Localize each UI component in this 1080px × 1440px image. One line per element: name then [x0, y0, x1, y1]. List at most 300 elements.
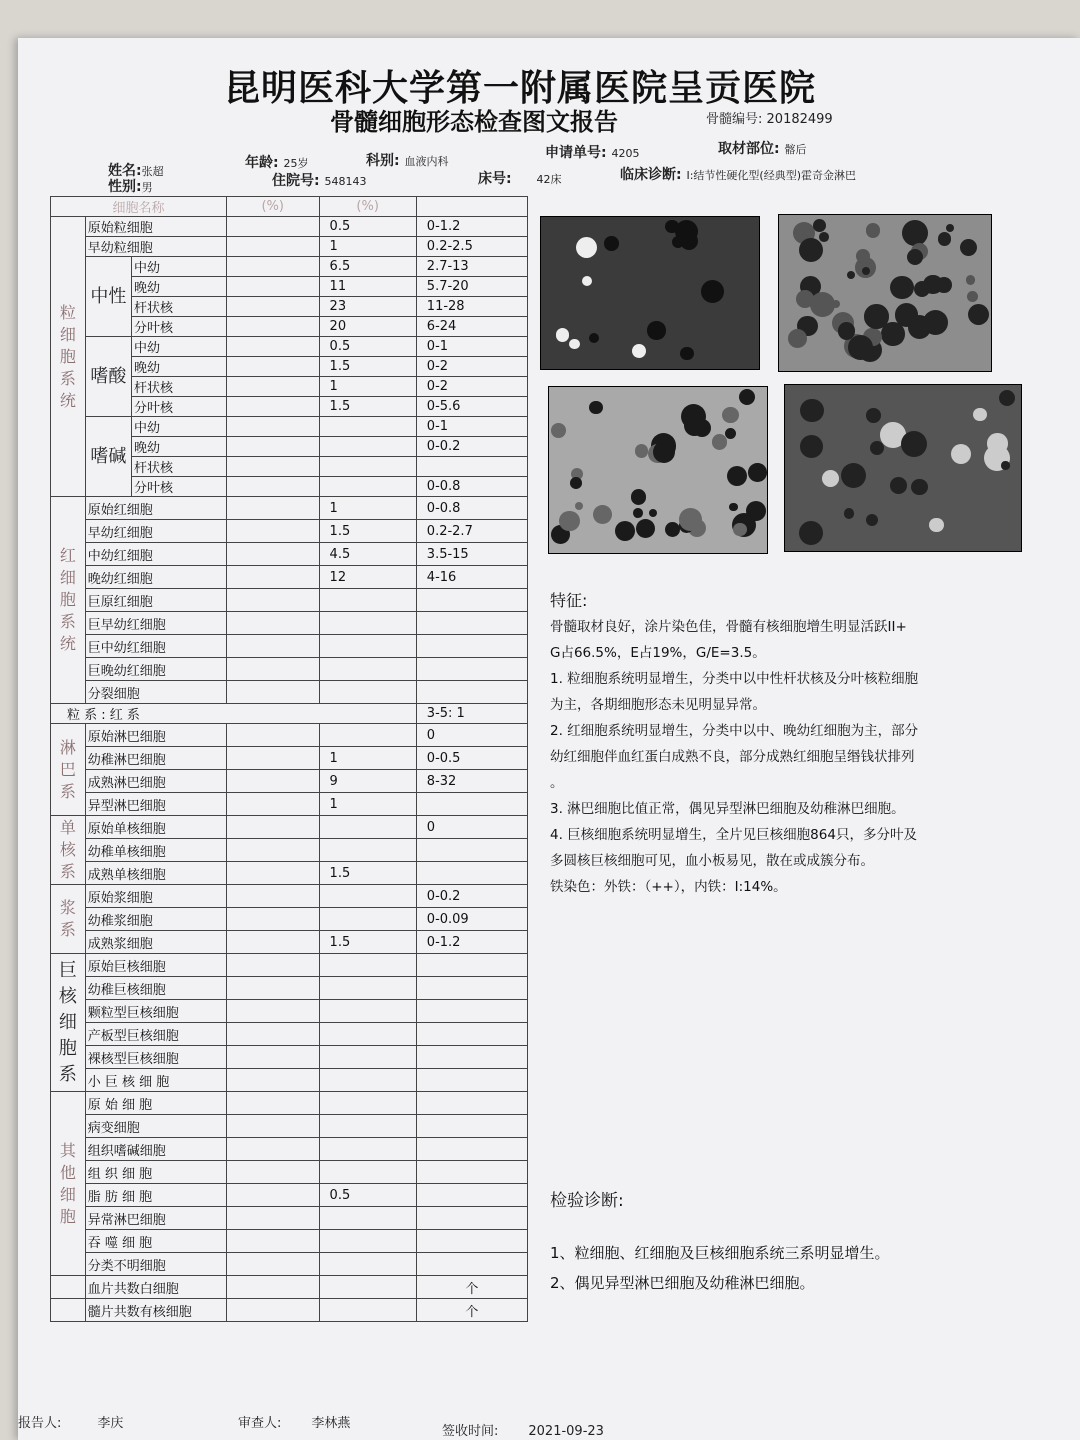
reference-range: 0-5.6 — [416, 397, 527, 417]
table-row — [51, 237, 528, 257]
marrow-value: 6.5 — [319, 257, 416, 277]
table-row — [51, 793, 528, 816]
hospital-name: 昆明医科大学第一附属医院呈贡医院 — [223, 67, 816, 109]
blood-value — [226, 1276, 319, 1299]
cell-dot — [576, 237, 597, 258]
feature-line: 幼红细胞伴血红蛋白成熟不良，部分成熟红细胞呈缗钱状排列 — [550, 749, 915, 765]
cell-dot — [946, 224, 954, 232]
reference-range — [416, 457, 527, 477]
feature-line: 铁染色：外铁：（++），内铁：I:14%。 — [550, 879, 787, 895]
reference-range: 3.5-15 — [416, 543, 527, 566]
table-row — [51, 1092, 528, 1115]
marrow-value — [319, 589, 416, 612]
reference-range — [416, 977, 527, 1000]
cell-dot — [729, 503, 738, 512]
cell-dot — [635, 444, 649, 458]
feature-line: 骨髓取材良好，涂片染色佳，骨髓有核细胞增生明显活跃II+ — [550, 619, 907, 635]
marrow-value — [319, 1046, 416, 1069]
marrow-value — [319, 457, 416, 477]
blood-value — [226, 1138, 319, 1161]
header-cell-name: 细胞名称 — [51, 197, 227, 217]
table-row — [51, 931, 528, 954]
reference-range — [416, 862, 527, 885]
cell-dot — [799, 521, 823, 545]
group-label: 粒细胞系统 — [51, 217, 86, 497]
table-row — [51, 681, 528, 704]
marrow-value — [319, 1000, 416, 1023]
marrow-value — [319, 1276, 416, 1299]
blood-value — [226, 862, 319, 885]
marrow-value: 1.5 — [319, 520, 416, 543]
table-row — [51, 908, 528, 931]
reference-range — [416, 658, 527, 681]
cell-name: 晚幼红细胞 — [85, 566, 226, 589]
table-row — [51, 1230, 528, 1253]
blood-value — [226, 1092, 319, 1115]
cell-name: 原始单核细胞 — [85, 816, 226, 839]
blood-value — [226, 337, 319, 357]
features-title: 特征: — [550, 591, 588, 610]
marrow-value: 1 — [319, 747, 416, 770]
cell-dot — [929, 518, 944, 533]
blank-cell — [51, 1276, 86, 1299]
marrow-value — [319, 658, 416, 681]
reference-range — [416, 635, 527, 658]
blood-value — [226, 681, 319, 704]
blood-value — [226, 954, 319, 977]
cell-name: 原始巨核细胞 — [85, 954, 226, 977]
cell-dot — [788, 329, 807, 348]
marrow-value: 1 — [319, 237, 416, 257]
feature-line: 2. 红细胞系统明显增生，分类中以中、晚幼红细胞为主，部分 — [550, 723, 919, 739]
marrow-value — [319, 1230, 416, 1253]
diagnosis-line: 1、粒细胞、红细胞及巨核细胞系统三系明显增生。 — [550, 1244, 890, 1262]
cell-name: 组 织 细 胞 — [85, 1161, 226, 1184]
cell-dot — [800, 399, 824, 423]
feature-line: 1. 粒细胞系统明显增生，分类中以中性杆状核及分叶核粒细胞 — [550, 671, 919, 687]
cell-dot — [902, 220, 928, 246]
blood-value — [226, 437, 319, 457]
cell-dot — [551, 423, 566, 438]
sign-time-field: 签收时间: 2021-09-23 — [442, 1424, 604, 1439]
reference-range: 0-0.2 — [416, 437, 527, 457]
cell-dot — [665, 220, 678, 233]
cell-dot — [633, 508, 643, 518]
cell-dot — [733, 523, 746, 536]
cell-dot — [890, 276, 913, 299]
marrow-value — [319, 477, 416, 497]
reference-range: 6-24 — [416, 317, 527, 337]
reference-range: 0 — [416, 816, 527, 839]
blood-value — [226, 724, 319, 747]
reference-range — [416, 1023, 527, 1046]
group-label: 其他细胞 — [51, 1092, 86, 1276]
marrow-value — [319, 908, 416, 931]
reference-range — [416, 589, 527, 612]
blood-value — [226, 1299, 319, 1322]
count-label: 血片共数白细胞 — [85, 1276, 226, 1299]
reference-range: 4-16 — [416, 566, 527, 589]
table-row — [51, 1253, 528, 1276]
micrograph-3 — [548, 386, 768, 554]
table-row — [51, 1184, 528, 1207]
feature-line: 4. 巨核细胞系统明显增生，全片见巨核细胞864只，多分叶及 — [550, 827, 917, 843]
cell-name: 分叶核 — [132, 397, 227, 417]
reference-range — [416, 1184, 527, 1207]
cell-dot — [911, 479, 928, 496]
group-label: 单核系 — [51, 816, 86, 885]
cell-name: 幼稚淋巴细胞 — [85, 747, 226, 770]
blood-value — [226, 793, 319, 816]
cell-dot — [615, 521, 635, 541]
blood-value — [226, 747, 319, 770]
cell-name: 小 巨 核 细 胞 — [85, 1069, 226, 1092]
cell-dot — [901, 431, 927, 457]
reference-range: 0.2-2.7 — [416, 520, 527, 543]
reference-range — [416, 1207, 527, 1230]
marrow-value — [319, 1115, 416, 1138]
reference-range: 0-0.5 — [416, 747, 527, 770]
blood-value — [226, 977, 319, 1000]
header-cell-blood: (%) — [226, 197, 319, 217]
table-row — [51, 1138, 528, 1161]
table-row — [51, 816, 528, 839]
subgroup-label: 嗜酸 — [85, 337, 131, 417]
marrow-value: 1.5 — [319, 357, 416, 377]
report-title: 骨髓细胞形态检查图文报告 — [330, 107, 618, 136]
table-row — [51, 1276, 528, 1299]
table-row — [51, 1161, 528, 1184]
reviewer-field: 审查人: 李林燕 — [238, 1416, 351, 1431]
marrow-value: 1.5 — [319, 931, 416, 954]
reference-range — [416, 1161, 527, 1184]
cell-name: 幼稚巨核细胞 — [85, 977, 226, 1000]
cell-name: 晚幼 — [132, 437, 227, 457]
reference-range — [416, 1092, 527, 1115]
cell-dot — [647, 321, 665, 339]
reference-range — [416, 1253, 527, 1276]
marrow-value — [319, 816, 416, 839]
cell-dot — [890, 477, 907, 494]
blood-value — [226, 357, 319, 377]
cell-dot — [866, 408, 881, 423]
marrow-value: 1 — [319, 497, 416, 520]
reference-range: 2.7-13 — [416, 257, 527, 277]
blood-value — [226, 317, 319, 337]
table-row — [51, 724, 528, 747]
marrow-value: 1 — [319, 793, 416, 816]
marrow-value: 9 — [319, 770, 416, 793]
cell-dot — [556, 328, 569, 341]
blood-value — [226, 1207, 319, 1230]
blood-value — [226, 658, 319, 681]
table-row — [51, 197, 528, 217]
cell-dot — [968, 304, 989, 325]
cell-name: 病变细胞 — [85, 1115, 226, 1138]
cell-name: 分叶核 — [132, 317, 227, 337]
cell-name: 原 始 细 胞 — [85, 1092, 226, 1115]
blood-value — [226, 217, 319, 237]
cell-dot — [841, 463, 866, 488]
cell-dot — [636, 519, 655, 538]
cell-dot — [559, 511, 579, 531]
group-label: 淋巴系 — [51, 724, 86, 816]
count-label: 髓片共数有核细胞 — [85, 1299, 226, 1322]
cell-name: 中幼 — [132, 257, 227, 277]
blood-value — [226, 908, 319, 931]
reference-range: 0-1 — [416, 417, 527, 437]
cell-name: 幼稚浆细胞 — [85, 908, 226, 931]
diagnosis-text — [550, 1238, 1000, 1298]
reference-range — [416, 612, 527, 635]
reference-range — [416, 1230, 527, 1253]
cell-dot — [973, 408, 986, 421]
cell-name: 原始红细胞 — [85, 497, 226, 520]
blood-value — [226, 1184, 319, 1207]
blood-value — [226, 566, 319, 589]
reference-range: 0-2 — [416, 377, 527, 397]
reference-range — [416, 954, 527, 977]
reference-range — [416, 1115, 527, 1138]
table-row — [51, 1000, 528, 1023]
age-field: 年龄: 25岁 — [245, 155, 309, 171]
marrow-value: 23 — [319, 297, 416, 317]
cell-dot — [593, 505, 612, 524]
name-field: 姓名:张超 — [108, 163, 164, 179]
marrow-value — [319, 1253, 416, 1276]
blood-value — [226, 277, 319, 297]
reference-range: 8-32 — [416, 770, 527, 793]
marrow-value — [319, 839, 416, 862]
cell-name: 成熟浆细胞 — [85, 931, 226, 954]
cell-dot — [866, 223, 880, 237]
table-row — [51, 520, 528, 543]
cell-name: 晚幼 — [132, 277, 227, 297]
table-row — [51, 704, 528, 724]
table-row — [51, 885, 528, 908]
marrow-value — [319, 1069, 416, 1092]
cell-dot — [908, 315, 931, 338]
marrow-value — [319, 885, 416, 908]
reference-range: 0-1 — [416, 337, 527, 357]
table-row — [51, 658, 528, 681]
group-label: 巨核细胞系 — [51, 954, 86, 1092]
blood-value — [226, 257, 319, 277]
marrow-value — [319, 1023, 416, 1046]
blood-value — [226, 1000, 319, 1023]
reference-range — [416, 1000, 527, 1023]
marrow-value — [319, 681, 416, 704]
cell-name: 颗粒型巨核细胞 — [85, 1000, 226, 1023]
cell-dot — [631, 489, 646, 504]
cell-dot — [866, 514, 878, 526]
micrograph-4 — [784, 384, 1022, 552]
cell-dot — [938, 232, 952, 246]
cell-dot — [748, 463, 767, 482]
cell-name: 幼稚单核细胞 — [85, 839, 226, 862]
reference-range: 11-28 — [416, 297, 527, 317]
cell-dot — [679, 508, 702, 531]
cell-name: 巨原红细胞 — [85, 589, 226, 612]
blood-value — [226, 1023, 319, 1046]
cell-name: 脂 肪 细 胞 — [85, 1184, 226, 1207]
count-unit: 个 — [416, 1299, 527, 1322]
blood-value — [226, 816, 319, 839]
cell-name: 晚幼 — [132, 357, 227, 377]
blood-value — [226, 1115, 319, 1138]
reference-range — [416, 1046, 527, 1069]
table-row — [51, 635, 528, 658]
cell-name: 原始淋巴细胞 — [85, 724, 226, 747]
table-row — [51, 747, 528, 770]
cell-dot — [966, 275, 975, 284]
blood-value — [226, 839, 319, 862]
micrograph-1 — [540, 216, 760, 370]
cell-dot — [862, 267, 870, 275]
reference-range: 0-0.2 — [416, 885, 527, 908]
blood-value — [226, 520, 319, 543]
marrow-value — [319, 1138, 416, 1161]
cell-name: 异常淋巴细胞 — [85, 1207, 226, 1230]
marrow-value: 0.5 — [319, 217, 416, 237]
marrow-value: 20 — [319, 317, 416, 337]
table-row — [51, 417, 528, 437]
reference-range: 5.7-20 — [416, 277, 527, 297]
cell-dot — [632, 344, 646, 358]
cell-dot — [914, 281, 930, 297]
cell-dot — [589, 333, 599, 343]
cell-name: 成熟淋巴细胞 — [85, 770, 226, 793]
cell-dot — [693, 419, 711, 437]
reference-range — [416, 1069, 527, 1092]
cell-dot — [1001, 461, 1009, 469]
feature-line: 。 — [550, 775, 564, 791]
blood-value — [226, 497, 319, 520]
gr-ratio-ref: 3-5: 1 — [416, 704, 527, 724]
blood-value — [226, 397, 319, 417]
blood-value — [226, 477, 319, 497]
blood-value — [226, 457, 319, 477]
cell-dot — [800, 435, 823, 458]
table-row — [51, 543, 528, 566]
blood-value — [226, 543, 319, 566]
count-unit: 个 — [416, 1276, 527, 1299]
cell-dot — [936, 277, 952, 293]
cell-dot — [844, 508, 854, 518]
cell-dot — [822, 470, 839, 487]
diagnosis-line: 2、偶见异型淋巴细胞及幼稚淋巴细胞。 — [550, 1274, 815, 1292]
request-field: 申请单号: 4205 — [545, 145, 640, 161]
cell-dot — [987, 433, 1007, 453]
cell-name: 早幼红细胞 — [85, 520, 226, 543]
cell-name: 中幼 — [132, 337, 227, 357]
subgroup-label: 嗜碱 — [85, 417, 131, 497]
marrow-value — [319, 612, 416, 635]
cell-name: 巨早幼红细胞 — [85, 612, 226, 635]
blood-value — [226, 417, 319, 437]
cell-name: 异型淋巴细胞 — [85, 793, 226, 816]
admission-field: 住院号: 548143 — [272, 173, 367, 189]
reference-range: 0 — [416, 724, 527, 747]
cell-name: 组织嗜碱细胞 — [85, 1138, 226, 1161]
marrow-value: 11 — [319, 277, 416, 297]
group-label: 红细胞系统 — [51, 497, 86, 704]
marrow-value — [319, 1299, 416, 1322]
gr-ratio-label: 粒 系 : 红 系 — [51, 704, 417, 724]
blood-value — [226, 237, 319, 257]
cell-dot — [799, 238, 823, 262]
marrow-value — [319, 724, 416, 747]
cell-name: 分裂细胞 — [85, 681, 226, 704]
cell-dot — [813, 219, 826, 232]
subgroup-label: 中性 — [85, 257, 131, 337]
feature-line: 为主，各期细胞形态未见明显异常。 — [550, 697, 766, 713]
blood-value — [226, 1046, 319, 1069]
reference-range: 0-1.2 — [416, 931, 527, 954]
diagnosis-title: 检验诊断: — [550, 1191, 624, 1211]
cell-name: 杆状核 — [132, 297, 227, 317]
cell-name: 分叶核 — [132, 477, 227, 497]
cell-count-table — [50, 196, 528, 1322]
reference-range: 0-0.09 — [416, 908, 527, 931]
cell-name: 分类不明细胞 — [85, 1253, 226, 1276]
reference-range: 0-2 — [416, 357, 527, 377]
blood-value — [226, 297, 319, 317]
table-row — [51, 337, 528, 357]
blood-value — [226, 589, 319, 612]
table-row — [51, 217, 528, 237]
table-row — [51, 770, 528, 793]
marrow-value: 4.5 — [319, 543, 416, 566]
marrow-value — [319, 635, 416, 658]
marrow-value: 1 — [319, 377, 416, 397]
cell-name: 成熟单核细胞 — [85, 862, 226, 885]
blood-value — [226, 1253, 319, 1276]
feature-line: 3. 淋巴细胞比值正常，偶见异型淋巴细胞及幼稚淋巴细胞。 — [550, 801, 905, 817]
blood-value — [226, 770, 319, 793]
cell-dot — [960, 239, 977, 256]
blood-value — [226, 1230, 319, 1253]
table-row — [51, 497, 528, 520]
table-row — [51, 589, 528, 612]
cell-dot — [864, 304, 888, 328]
site-field: 取材部位: 髂后 — [718, 141, 807, 157]
blood-value — [226, 931, 319, 954]
reference-range — [416, 681, 527, 704]
reference-range: 0-0.8 — [416, 497, 527, 520]
feature-line: 多圆核巨核细胞可见，血小板易见，散在或成簇分布。 — [550, 853, 874, 869]
blood-value — [226, 612, 319, 635]
blank-cell — [51, 1299, 86, 1322]
reporter-field: 报告人: 李庆 — [18, 1416, 124, 1431]
cell-dot — [999, 390, 1015, 406]
marrow-value — [319, 1161, 416, 1184]
blood-value — [226, 377, 319, 397]
cell-name: 中幼红细胞 — [85, 543, 226, 566]
marrow-value: 1.5 — [319, 862, 416, 885]
marrow-value: 12 — [319, 566, 416, 589]
table-row — [51, 1046, 528, 1069]
table-row — [51, 1069, 528, 1092]
table-row — [51, 1299, 528, 1322]
diagnosis-field: 临床诊断: I:结节性硬化型(经典型)霍奇金淋巴 — [620, 167, 857, 183]
sex-field: 性别:男 — [108, 179, 153, 195]
marrow-number: 骨髓编号: 20182499 — [706, 112, 833, 127]
cell-dot — [848, 335, 873, 360]
cell-dot — [810, 292, 835, 317]
marrow-value — [319, 1092, 416, 1115]
features-text — [550, 614, 1000, 900]
